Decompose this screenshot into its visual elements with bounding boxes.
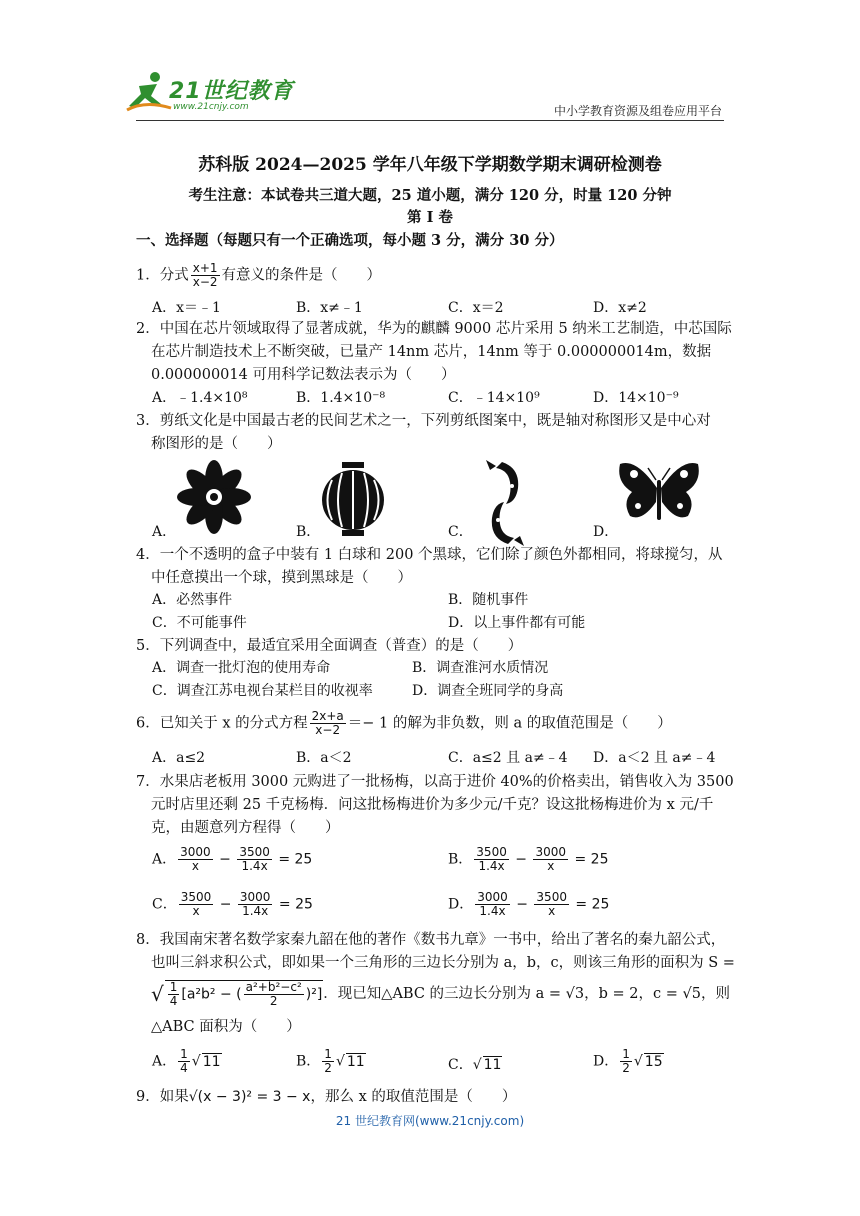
runner-logo-icon — [125, 70, 175, 114]
q3-option-b[interactable]: B． — [296, 524, 321, 540]
question-2-line-2: 在芯片制造技术上不断突破，已量产 14nm 芯片，14nm 等于 0.000000014m，数据 — [151, 344, 712, 360]
logo-text: 21世纪教育 — [169, 79, 294, 104]
q1-fraction: $\frac{x+1}{x-2}$ — [192, 261, 218, 289]
q1-option-a[interactable]: A．x＝﹣1 — [152, 300, 221, 316]
volume-label: 第 I 卷 — [407, 209, 453, 226]
q3-option-d[interactable]: D． — [593, 524, 619, 540]
question-8-line-2: 也叫三斜求积公式，即如果一个三角形的三边长分别为 a，b，c，则该三角形的面积为 S = — [151, 955, 735, 971]
question-1: 1．分式 $\frac{x+1}{x-2}$ 有意义的条件是（ ） — [136, 261, 382, 289]
logo-url: www.21cnjy.com — [173, 102, 249, 112]
q4-option-b[interactable]: B．随机事件 — [448, 592, 529, 608]
heron-formula: $\frac{1}{4}$ [a²b² − ( $\frac{\text{a²+b²−c²}}{2}$ )²] — [165, 980, 324, 1008]
q2-option-a[interactable]: A．﹣1.4×10⁸ — [152, 390, 248, 406]
q3-option-a[interactable]: A． — [152, 524, 177, 540]
q4-option-a[interactable]: A．必然事件 — [152, 592, 233, 608]
q5-option-d[interactable]: D．调查全班同学的身高 — [412, 683, 564, 699]
q7-option-c[interactable]: C． $\frac{3500}{x}$ − $\frac{3000}{1.4x}$ = 25 — [152, 890, 313, 918]
section-heading: 一、选择题（每题只有一个正确选项，每小题 3 分，满分 30 分） — [136, 232, 564, 249]
flower-papercut-icon — [174, 458, 254, 536]
page-footer: 21 世纪教育网(www.21cnjy.com) — [335, 1114, 525, 1128]
exam-title: 苏科版 2024—2025 学年八年级下学期数学期末调研检测卷 — [198, 155, 662, 175]
q7-option-b[interactable]: B． $\frac{3500}{1.4x}$ − $\frac{3000}{x}$ = 25 — [448, 845, 609, 873]
q7-option-a[interactable]: A． $\frac{3000}{x}$ − $\frac{3500}{1.4x}$ = 25 — [152, 845, 313, 873]
exam-notice: 考生注意：本试卷共三道大题，25 道小题，满分 120 分，时量 120 分钟 — [188, 187, 672, 204]
q1-option-c[interactable]: C．x＝2 — [448, 300, 504, 316]
question-9: 9．如果√(x − 3)² = 3 − x，那么 x 的取值范围是（ ） — [136, 1089, 517, 1105]
q5-option-a[interactable]: A．调查一批灯泡的使用寿命 — [152, 660, 331, 676]
header-rule — [136, 120, 724, 121]
question-4-line-2: 中任意摸出一个球，摸到黑球是（ ） — [151, 570, 412, 586]
logo — [125, 68, 295, 118]
q8-option-a[interactable]: A． $\frac{1}{4}$ √ 11 — [152, 1047, 221, 1075]
q5-option-c[interactable]: C．调查江苏电视台某栏目的收视率 — [152, 683, 373, 699]
question-8-line-4: △ABC 面积为（ ） — [151, 1019, 301, 1035]
question-5: 5．下列调查中，最适宜采用全面调查（普查）的是（ ） — [136, 638, 523, 654]
q6-option-c[interactable]: C．a≤2 且 a≠﹣4 — [448, 750, 568, 766]
q1-option-b[interactable]: B．x≠﹣1 — [296, 300, 363, 316]
q8-option-b[interactable]: B． $\frac{1}{2}$ √ 11 — [296, 1047, 365, 1075]
koi-papercut-icon — [472, 458, 538, 548]
question-2-line-1: 2．中国在芯片领域取得了显著成就，华为的麒麟 9000 芯片采用 5 纳米工艺制造，中芯国际 — [136, 321, 732, 337]
q2-option-b[interactable]: B．1.4×10⁻⁸ — [296, 390, 386, 406]
question-3-line-2: 称图形的是（ ） — [151, 436, 282, 452]
q2-option-c[interactable]: C．﹣14×10⁹ — [448, 390, 540, 406]
q8-option-c[interactable]: C．√ 11 — [448, 1057, 502, 1073]
question-6: 6．已知关于 x 的分式方程 $\frac{2x+a}{x-2}$ ＝− 1 的解为非负数，则 a 的取值范围是（ ） — [136, 709, 672, 737]
question-3-line-1: 3．剪纸文化是中国最古老的民间艺术之一，下列剪纸图案中，既是轴对称图形又是中心对 — [136, 413, 711, 429]
butterfly-papercut-icon — [616, 458, 702, 536]
q5-option-b[interactable]: B．调查淮河水质情况 — [412, 660, 549, 676]
q4-option-d[interactable]: D．以上事件都有可能 — [448, 615, 586, 631]
q2-option-d[interactable]: D．14×10⁻⁹ — [593, 390, 679, 406]
q6-option-a[interactable]: A．a≤2 — [152, 750, 206, 766]
question-8-line-1: 8．我国南宋著名数学家秦九韶在他的著作《数书九章》一书中，给出了著名的秦九韶公式， — [136, 932, 726, 948]
q7-option-d[interactable]: D． $\frac{3000}{1.4x}$ − $\frac{3500}{x}$ = 25 — [448, 890, 610, 918]
question-8-line-3: √ $\frac{1}{4}$ [a²b² − ( $\frac{\text{a²+b²−c²}}{2}$ )²]．现已知△ABC 的三边长分别为 a = √3，b = 2，c = √5，则 — [151, 980, 730, 1008]
q3-option-c[interactable]: C． — [448, 524, 473, 540]
q6-option-d[interactable]: D．a＜2 且 a≠﹣4 — [593, 750, 716, 766]
q8-option-d[interactable]: D． $\frac{1}{2}$ √ 15 — [593, 1047, 663, 1075]
q1-option-d[interactable]: D．x≠2 — [593, 300, 647, 316]
question-7-line-1: 7．水果店老板用 3000 元购进了一批杨梅，以高于进价 40%的价格卖出，销售收入为 3500 — [136, 774, 734, 790]
question-7-line-3: 克，由题意列方程得（ ） — [151, 820, 340, 836]
question-2-line-3: 0.000000014 可用科学记数法表示为（ ） — [151, 367, 456, 383]
q4-option-c[interactable]: C．不可能事件 — [152, 615, 247, 631]
q6-option-b[interactable]: B．a＜2 — [296, 750, 352, 766]
q6-fraction: $\frac{2x+a}{x-2}$ — [311, 709, 344, 737]
lantern-papercut-icon — [320, 460, 386, 540]
question-7-line-2: 元时店里还剩 25 千克杨梅．问这批杨梅进价为多少元/千克？设这批杨梅进价为 x 元/千 — [151, 797, 714, 813]
question-4-line-1: 4．一个不透明的盒子中装有 1 白球和 200 个黑球，它们除了颜色外都相同，将球搅匀，从 — [136, 547, 723, 563]
platform-label: 中小学教育资源及组卷应用平台 — [553, 104, 722, 118]
